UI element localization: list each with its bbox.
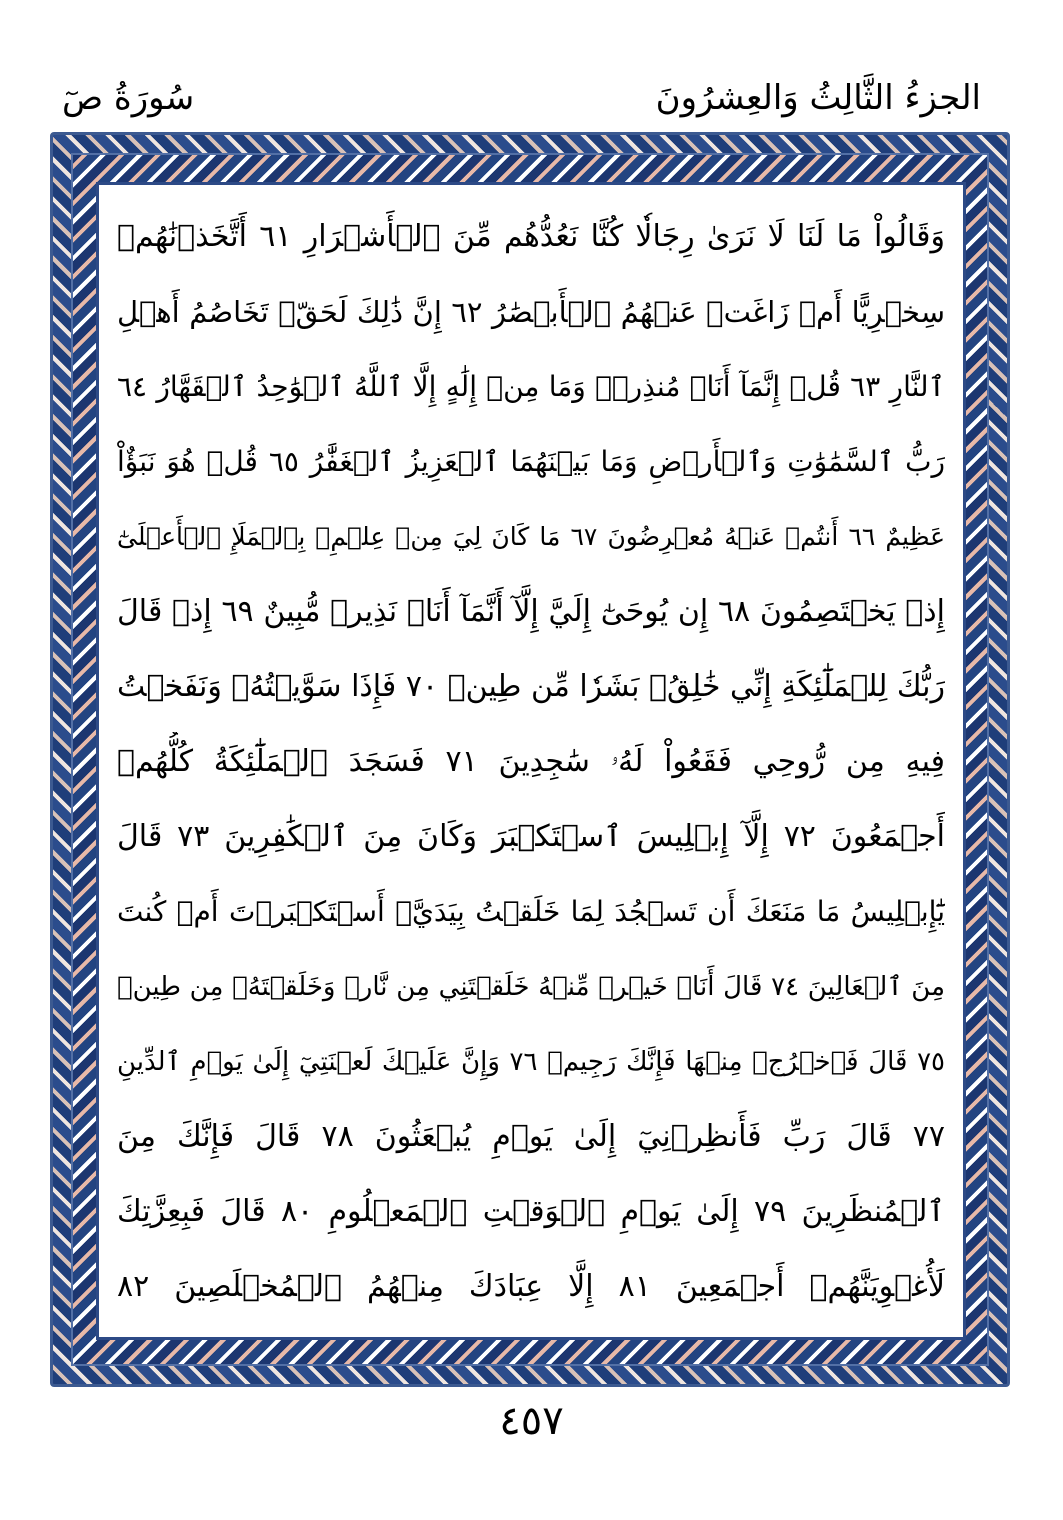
text-line-4: رَبُّ ٱلسَّمَٰوَٰتِ وَٱلۡأَرۡضِ وَمَا بَيۡنَهُمَا ٱلۡعَزِيزُ ٱلۡغَفَّٰرُ ٦٥ قُلۡ هُوَ نَبَؤٌاْ <box>117 445 945 478</box>
text-line-6: إِذۡ يَخۡتَصِمُونَ ٦٨ إِن يُوحَىٰٓ إِلَيَّ إِلَّآ أَنَّمَآ أَنَا۠ نَذِيرٞ مُّبِينٌ ٦٩ إِذۡ قَالَ <box>117 594 945 629</box>
text-line-2: سِخۡرِيًّا أَمۡ زَاغَتۡ عَنۡهُمُ ٱلۡأَبۡصَٰرُ ٦٢ إِنَّ ذَٰلِكَ لَحَقّٞ تَخَاصُمُ أَهۡلِ <box>117 295 945 329</box>
surah-header: سُورَةُ صٓ <box>62 78 195 118</box>
text-line-7: رَبُّكَ لِلۡمَلَٰٓئِكَةِ إِنِّي خَٰلِقُۢ بَشَرٗا مِّن طِينٖ ٧٠ فَإِذَا سَوَّيۡتُهُۥ وَنَفَخۡتُ <box>117 669 945 704</box>
text-line-9: أَجۡمَعُونَ ٧٢ إِلَّآ إِبۡلِيسَ ٱسۡتَكۡبَرَ وَكَانَ مِنَ ٱلۡكَٰفِرِينَ ٧٣ قَالَ <box>117 819 945 854</box>
page-number: ٤٥٧ <box>499 1398 564 1444</box>
text-line-14: ٱلۡمُنظَرِينَ ٧٩ إِلَىٰ يَوۡمِ ٱلۡوَقۡتِ ٱلۡمَعۡلُومِ ٨٠ قَالَ فَبِعِزَّتِكَ <box>117 1194 945 1229</box>
text-line-13: ٧٧ قَالَ رَبِّ فَأَنظِرۡنِيٓ إِلَىٰ يَوۡمِ يُبۡعَثُونَ ٧٨ قَالَ فَإِنَّكَ مِنَ <box>117 1119 945 1154</box>
text-line-15: لَأُغۡوِيَنَّهُمۡ أَجۡمَعِينَ ٨١ إِلَّا عِبَادَكَ مِنۡهُمُ ٱلۡمُخۡلَصِينَ ٨٢ <box>117 1269 945 1304</box>
text-line-12: ٧٥ قَالَ فَٱخۡرُجۡ مِنۡهَا فَإِنَّكَ رَجِيمٞ ٧٦ وَإِنَّ عَلَيۡكَ لَعۡنَتِيٓ إِلَىٰ يَوۡمِ ٱلدِّينِ <box>117 1047 945 1077</box>
text-line-5: عَظِيمٌ ٦٦ أَنتُمۡ عَنۡهُ مُعۡرِضُونَ ٦٧ مَا كَانَ لِيَ مِنۡ عِلۡمِۭ بِٱلۡمَلَإِ ٱلۡأَعۡلَىٰٓ <box>117 522 945 551</box>
text-line-3: ٱلنَّارِ ٦٣ قُلۡ إِنَّمَآ أَنَا۠ مُنذِرٞۖ وَمَا مِنۡ إِلَٰهٍ إِلَّا ٱللَّهُ ٱلۡوَٰحِدُ ٱلۡقَهَّارُ ٦٤ <box>117 370 945 403</box>
text-line-1: وَقَالُواْ مَا لَنَا لَا نَرَىٰ رِجَالٗا كُنَّا نَعُدُّهُم مِّنَ ٱلۡأَشۡرَارِ ٦١ أَتَّخَذۡنَٰهُمۡ <box>117 219 945 254</box>
text-line-8: فِيهِ مِن رُّوحِي فَقَعُواْ لَهُۥ سَٰجِدِينَ ٧١ فَسَجَدَ ٱلۡمَلَٰٓئِكَةُ كُلُّهُمۡ <box>117 744 945 779</box>
text-lines <box>117 207 945 1317</box>
quran-text-panel <box>96 182 966 1340</box>
text-line-10: يَٰٓإِبۡلِيسُ مَا مَنَعَكَ أَن تَسۡجُدَ لِمَا خَلَقۡتُ بِيَدَيَّۖ أَسۡتَكۡبَرۡتَ أَمۡ كُنتَ <box>117 895 945 928</box>
text-line-11: مِنَ ٱلۡعَالِينَ ٧٤ قَالَ أَنَا۠ خَيۡرٞ مِّنۡهُ خَلَقۡتَنِي مِن نَّارٖ وَخَلَقۡتَهُۥ مِن طِينٖ <box>117 972 945 1002</box>
juz-header: الجزءُ الثَّالِثُ وَالعِشرُونَ <box>655 78 981 118</box>
